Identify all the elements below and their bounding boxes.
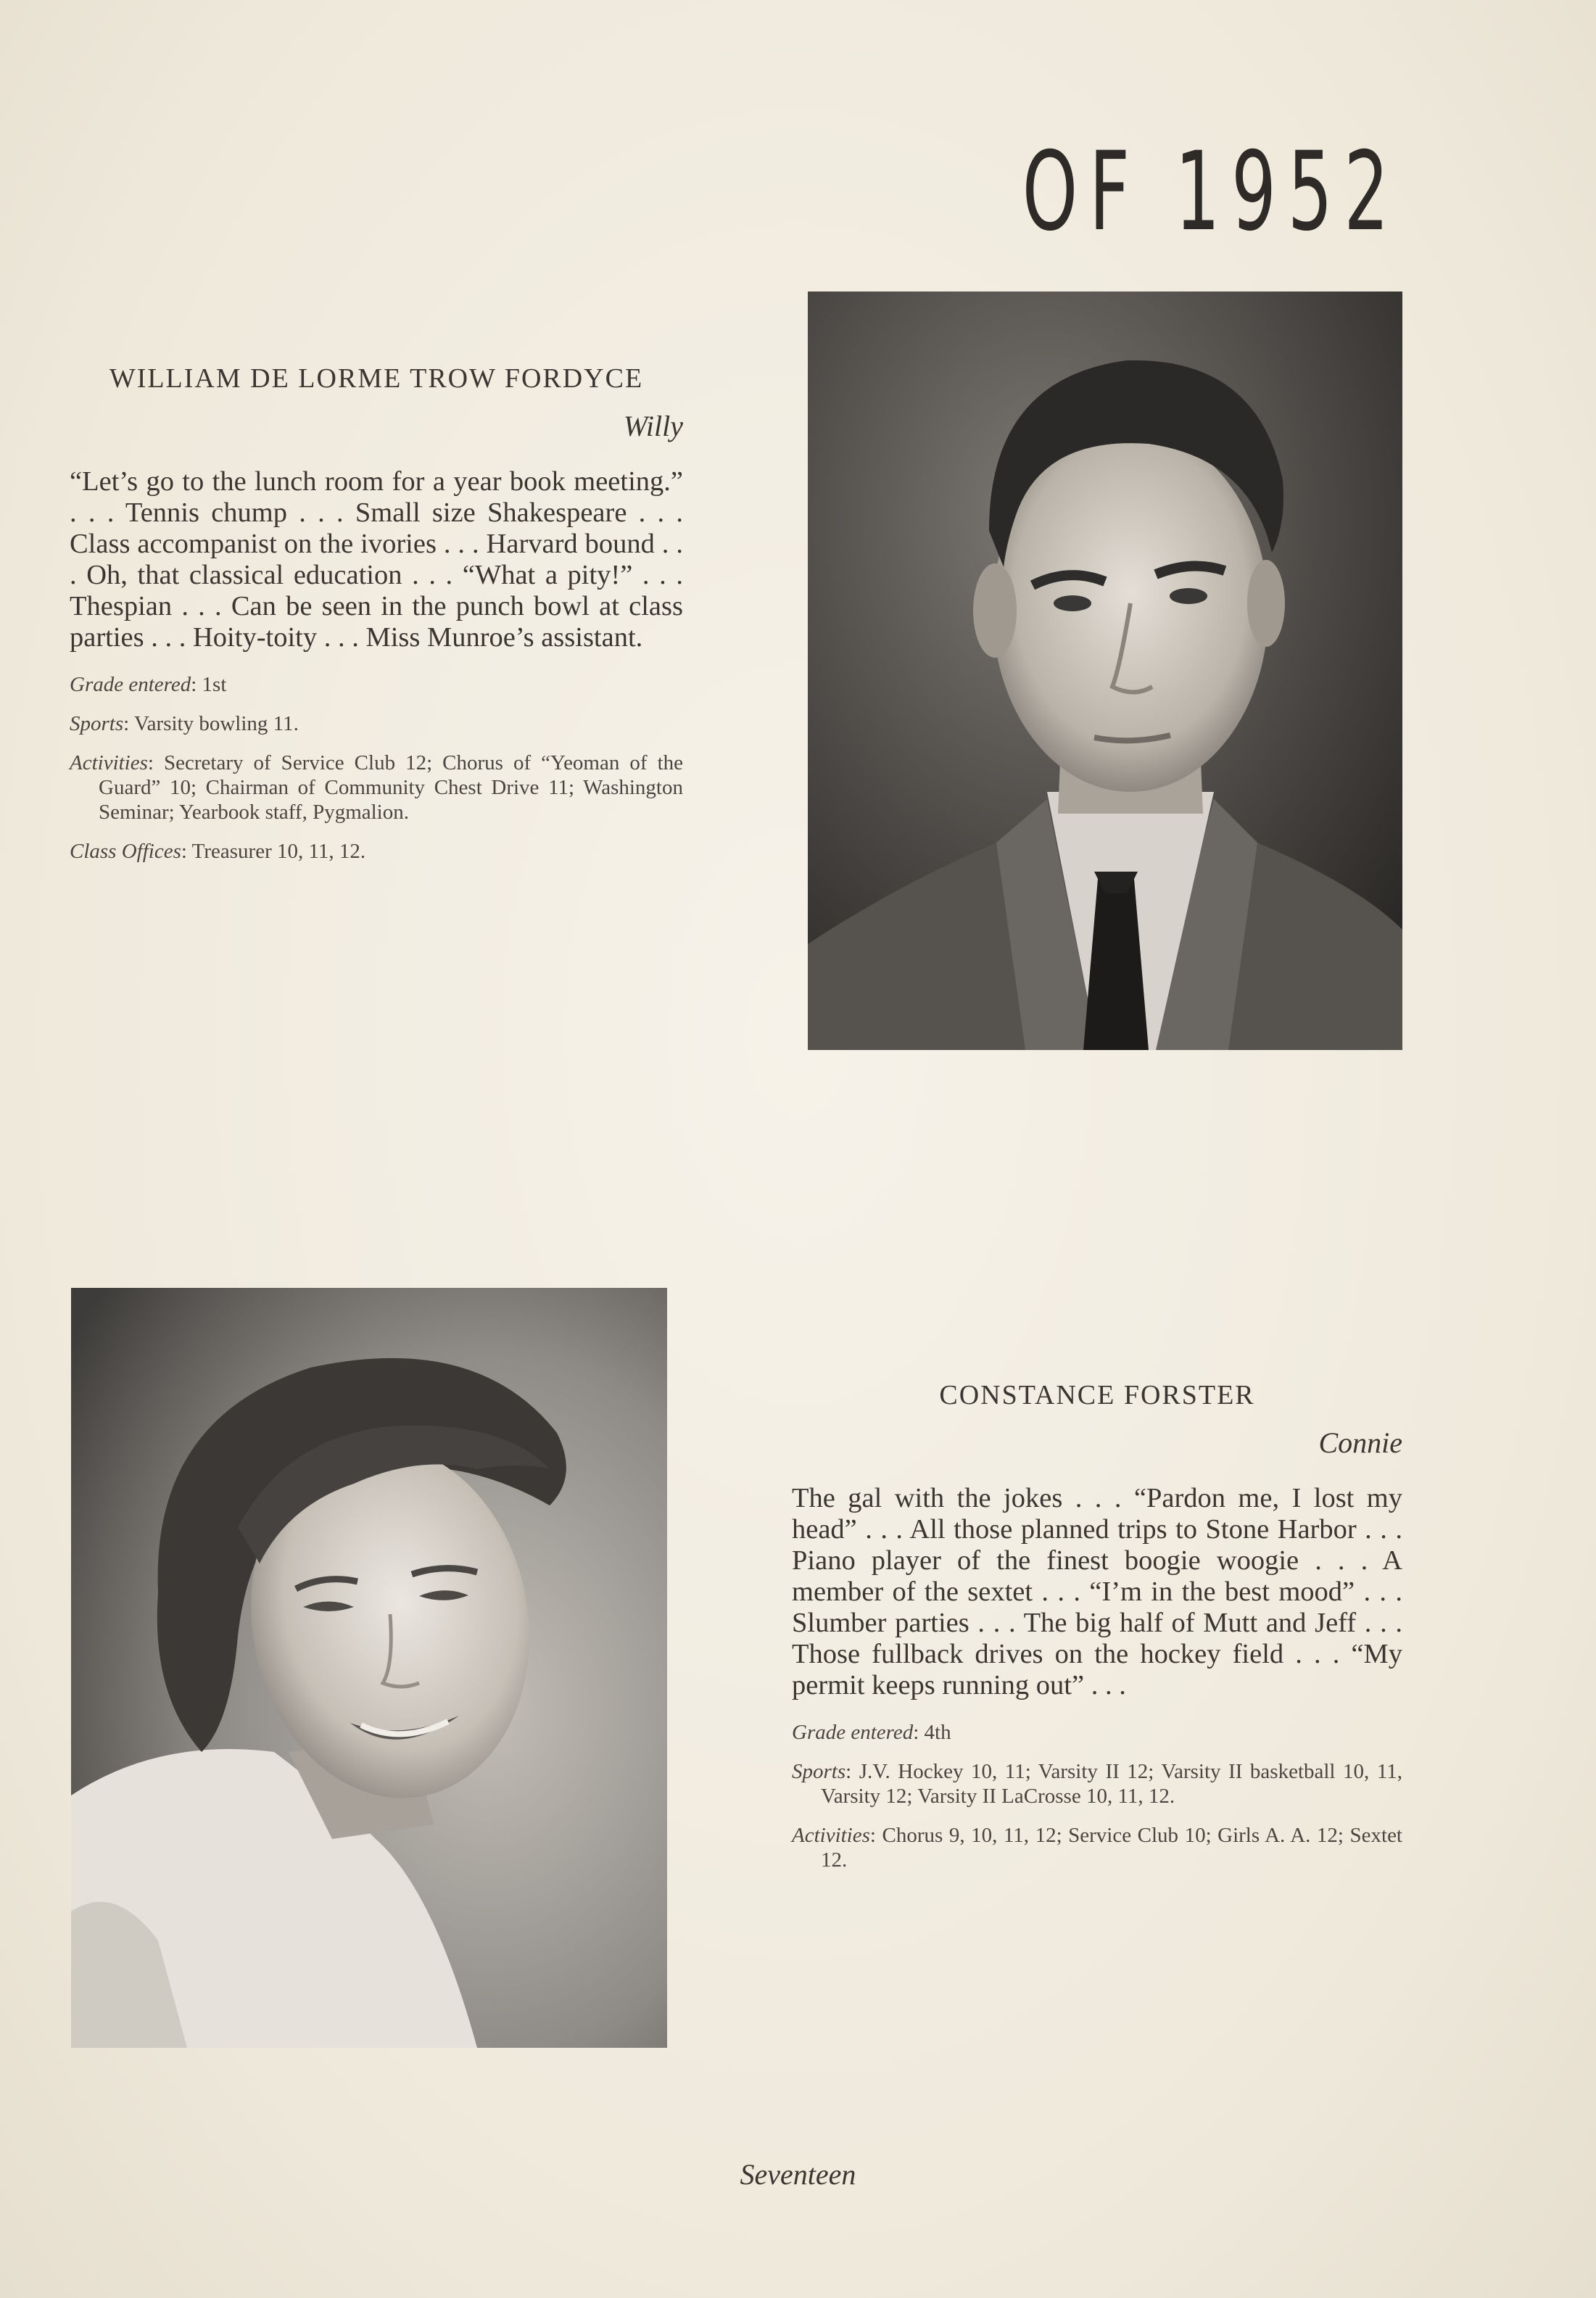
- student-name: CONSTANCE FORSTER: [939, 1380, 1255, 1410]
- fact-value: Chorus 9, 10, 11, 12; Service Club 10; Girls A. A. 12; Sextet 12.: [821, 1824, 1402, 1872]
- page-number: Seventeen: [740, 2158, 856, 2191]
- entry-fordyce: [70, 363, 683, 878]
- student-nickname: Connie: [1318, 1426, 1402, 1459]
- fact-grade-entered: Grade entered: 4th: [792, 1721, 951, 1744]
- fact-label: Grade entered: [70, 673, 191, 696]
- student-name: WILLIAM DE LORME TROW FORDYCE: [109, 363, 644, 394]
- student-bio: “Let’s go to the lunch room for a year book meeting.” . . . Tennis chump . . . Small size Shakespeare . . . Class accompanist on the ivories . . . Harvard bound . . . Oh, that classical education . . . “What a pity!” . . . Thespian . . . Can be seen in the punch bowl at class parties . . . Hoity-toity . . . Miss Munroe’s assistant.: [70, 466, 683, 653]
- fact-activities: Activities: Chorus 9, 10, 11, 12; Service Club 10; Girls A. A. 12; Sextet 12.: [792, 1824, 1402, 1872]
- fact-label: Class Offices: [70, 840, 181, 863]
- fact-value: 1st: [202, 673, 227, 696]
- fact-sports: Sports: J.V. Hockey 10, 11; Varsity II 12; Varsity II basketball 10, 11, Varsity 12; Varsity II LaCrosse 10, 11, 12.: [792, 1760, 1402, 1808]
- fact-value: J.V. Hockey 10, 11; Varsity II 12; Varsity II basketball 10, 11, Varsity 12; Varsity II LaCrosse 10, 11, 12.: [821, 1760, 1402, 1808]
- portrait-photo-forster: [71, 1288, 667, 2048]
- student-bio: The gal with the jokes . . . “Pardon me, I lost my head” . . . All those planned trips to Stone Harbor . . . Piano player of the finest boogie woogie . . . A member of the sextet . . . “I’m in the best mood” . . . Slumber parties . . . The big half of Mutt and Jeff . . . Those fullback drives on the hockey field . . . “My permit keeps running out” . . .: [792, 1483, 1402, 1700]
- entry-forster: [792, 1379, 1402, 1887]
- fact-value: Treasurer 10, 11, 12.: [191, 840, 366, 863]
- fact-label: Activities: [70, 751, 148, 774]
- fact-label: Grade entered: [792, 1721, 914, 1744]
- student-nickname: Willy: [623, 410, 683, 442]
- fact-grade-entered: Grade entered: 1st: [70, 673, 227, 696]
- fact-value: Varsity bowling 11.: [133, 712, 299, 735]
- portrait-photo-fordyce: [808, 292, 1402, 1050]
- fact-value: 4th: [924, 1721, 951, 1744]
- fact-activities: Activities: Secretary of Service Club 12; Chorus of “Yeoman of the Guard” 10; Chairman of Community Chest Drive 11; Washington Seminar; Yearbook staff, Pygmalion.: [70, 751, 683, 824]
- fact-label: Activities: [792, 1824, 870, 1847]
- fact-sports: Sports: Varsity bowling 11.: [70, 712, 299, 735]
- fact-class-offices: Class Offices: Treasurer 10, 11, 12.: [70, 840, 366, 863]
- class-year-heading: OF 1952: [1022, 129, 1400, 255]
- fact-value: Secretary of Service Club 12; Chorus of “Yeoman of the Guard” 10; Chairman of Community Chest Drive 11; Washington Seminar; Yearbook staff, Pygmalion.: [99, 751, 683, 824]
- fact-label: Sports: [792, 1760, 846, 1783]
- fact-label: Sports: [70, 712, 124, 735]
